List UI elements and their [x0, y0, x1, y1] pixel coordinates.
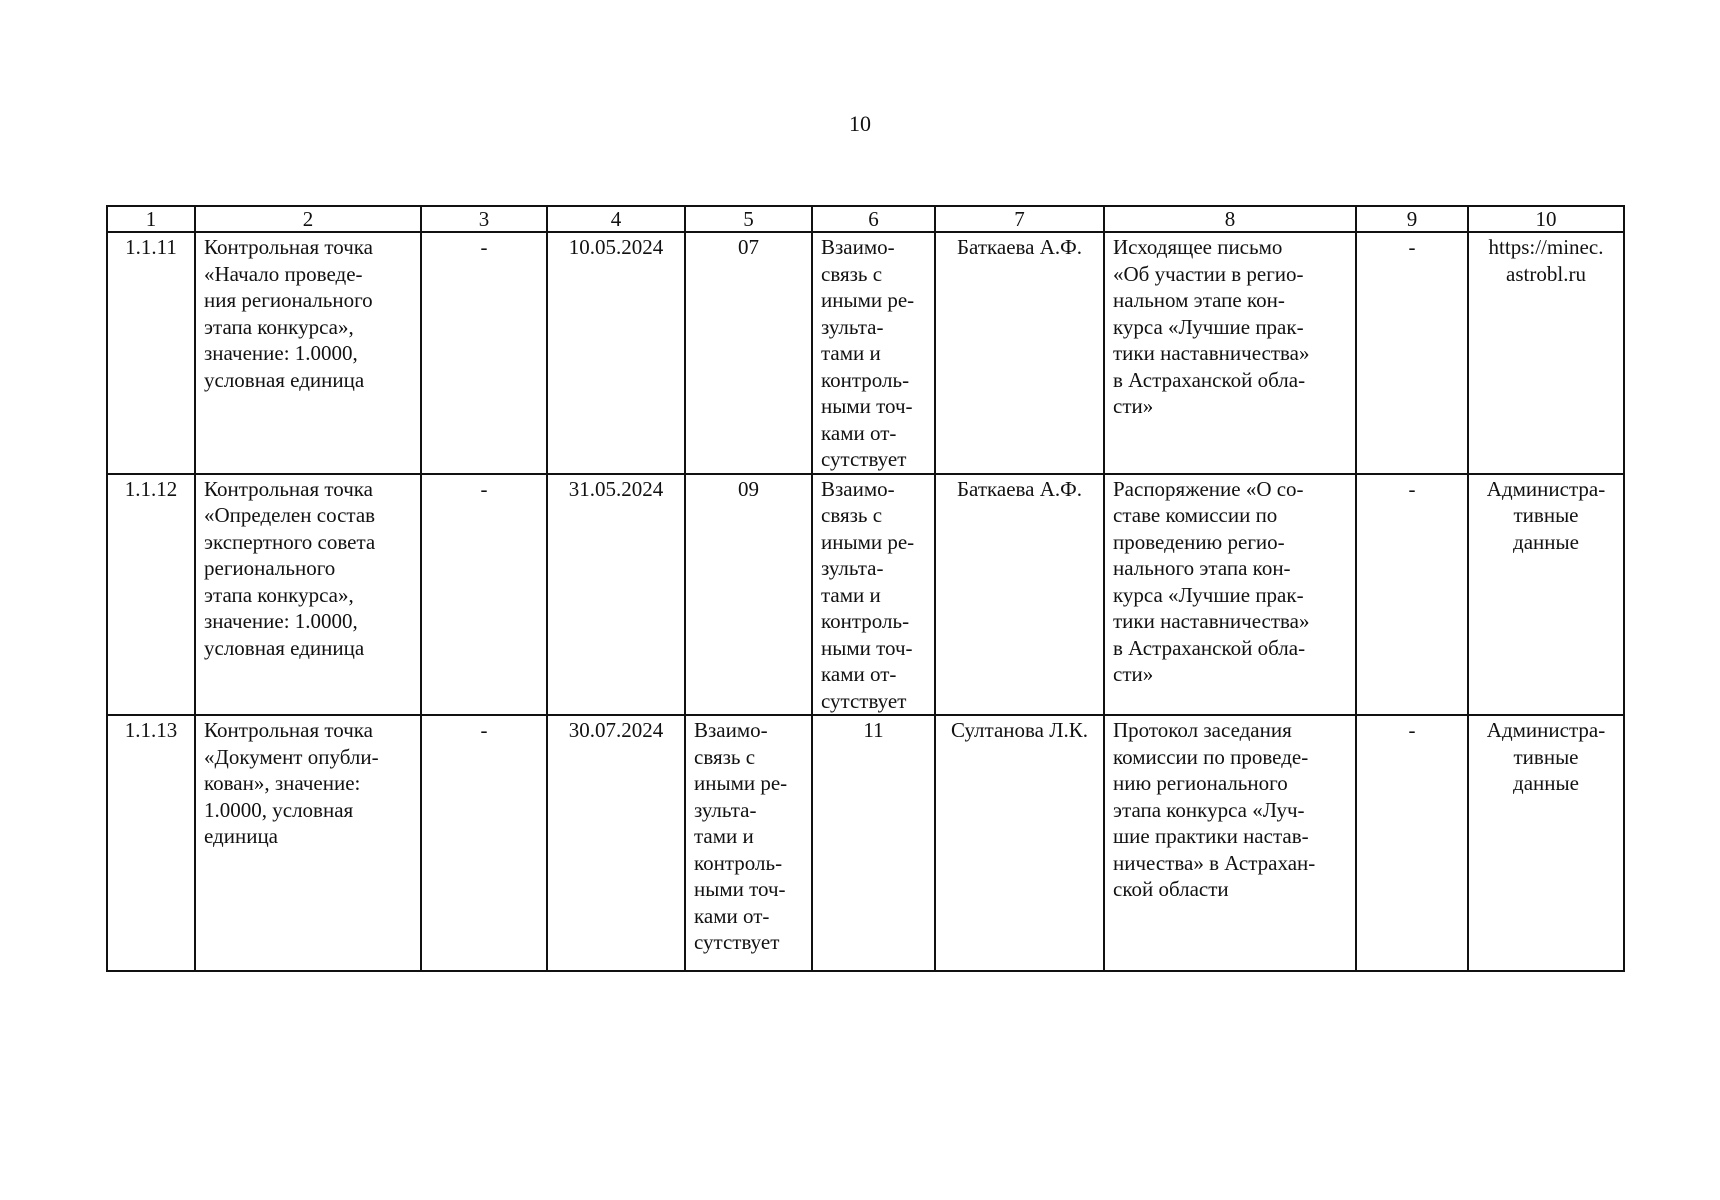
table-header-row	[107, 206, 1624, 232]
source-cell: Администра- тивные данные	[1468, 715, 1624, 971]
cell-col-6: Взаимо- связь с иными ре- зульта- тами и контроль- ными точ- ками от- сутствует	[812, 474, 935, 716]
responsible-person-cell: Баткаева А.Ф.	[935, 474, 1104, 716]
table-row	[107, 715, 1624, 971]
document-cell: Исходящее письмо «Об участии в регио- нальном этапе кон- курса «Лучшие прак- тики наставничества» в Астраханской обла- сти»	[1104, 232, 1356, 474]
date-cell: 10.05.2024	[547, 232, 685, 474]
control-points-table	[106, 205, 1625, 972]
cell-col-5: 07	[685, 232, 812, 474]
column-header-5: 5	[685, 206, 812, 232]
cell-col-3: -	[421, 715, 547, 971]
responsible-person-cell: Султанова Л.К.	[935, 715, 1104, 971]
row-number-cell: 1.1.11	[107, 232, 195, 474]
column-header-3: 3	[421, 206, 547, 232]
document-cell: Распоряжение «О со- ставе комиссии по проведению регио- нального этапа кон- курса «Лучшие прак- тики наставничества» в Астраханской обла- сти»	[1104, 474, 1356, 716]
responsible-person-cell: Баткаева А.Ф.	[935, 232, 1104, 474]
cell-col-9: -	[1356, 474, 1468, 716]
table-row	[107, 474, 1624, 716]
column-header-1: 1	[107, 206, 195, 232]
document-cell: Протокол заседания комиссии по проведе- нию регионального этапа конкурса «Луч- шие практики настав- ничества» в Астрахан- ской области	[1104, 715, 1356, 971]
column-header-2: 2	[195, 206, 421, 232]
column-header-4: 4	[547, 206, 685, 232]
control-point-description-cell: Контрольная точка «Документ опубли- кован», значение: 1.0000, условная единица	[195, 715, 421, 971]
control-point-description-cell: Контрольная точка «Начало проведе- ния регионального этапа конкурса», значение: 1.0000, условная единица	[195, 232, 421, 474]
page-number: 10	[849, 111, 871, 136]
column-header-8: 8	[1104, 206, 1356, 232]
table-row	[107, 232, 1624, 474]
cell-col-6: Взаимо- связь с иными ре- зульта- тами и контроль- ными точ- ками от- сутствует	[812, 232, 935, 474]
cell-col-3: -	[421, 474, 547, 716]
cell-col-5: 09	[685, 474, 812, 716]
column-header-6: 6	[812, 206, 935, 232]
control-point-description-cell: Контрольная точка «Определен состав экспертного совета регионального этапа конкурса», значение: 1.0000, условная единица	[195, 474, 421, 716]
row-number-cell: 1.1.13	[107, 715, 195, 971]
cell-col-9: -	[1356, 715, 1468, 971]
cell-col-5: Взаимо- связь с иными ре- зульта- тами и контроль- ными точ- ками от- сутствует	[685, 715, 812, 971]
column-header-10: 10	[1468, 206, 1624, 232]
cell-col-9: -	[1356, 232, 1468, 474]
column-header-7: 7	[935, 206, 1104, 232]
date-cell: 30.07.2024	[547, 715, 685, 971]
source-cell: Администра- тивные данные	[1468, 474, 1624, 716]
cell-col-6: 11	[812, 715, 935, 971]
source-cell: https://minec. astrobl.ru	[1468, 232, 1624, 474]
row-number-cell: 1.1.12	[107, 474, 195, 716]
date-cell: 31.05.2024	[547, 474, 685, 716]
column-header-9: 9	[1356, 206, 1468, 232]
cell-col-3: -	[421, 232, 547, 474]
